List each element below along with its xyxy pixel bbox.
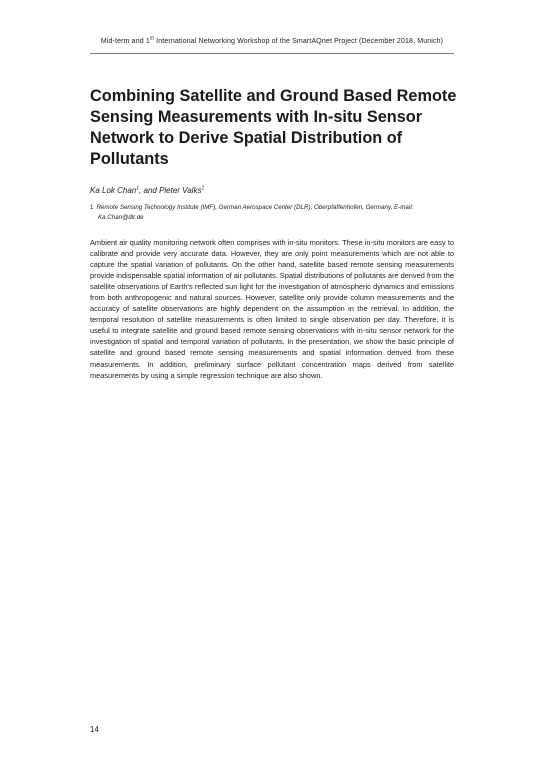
page-number: 14: [90, 725, 99, 734]
running-header-superscript: st: [149, 35, 155, 42]
author-affiliation-mark: 1: [201, 185, 205, 192]
running-header-text-start: Mid-term and 1: [100, 38, 150, 45]
author-list: [90, 186, 454, 195]
affiliation-number: 1: [90, 204, 94, 211]
paper-title: Combining Satellite and Ground Based Remote Sensing Measurements with In-situ Sensor Network to Derive Spatial Distribution of Pollutants: [90, 87, 457, 168]
abstract-paragraph: Ambient air quality monitoring network often comprises with in-situ monitors. These in-situ monitors are easy to calibrate and provide very accurate data. However, they are only point measurements which are not able to capture the spatial variation of pollutants. On the other hand, satellite based remote sensing measurements provide indispensable spatial information of air pollutants. Spatial distributions of pollutants are derived from the satellite observations of Earth's reflected sun light for the investigation of atmospheric dynamics and emissions from both anthropogenic and natural sources. However, satellite only provide column measurements and the accuracy of satellite observations are highly dependent on the assumption in the retrieval. In addition, the temporal resolution of satellite measurements is often limited to single observation per day. Therefore, it is useful to integrate satellite and ground based remote sensing observations with in-situ sensor network for the investigation of spatial and temporal variation of pollutants. In the presentation, we show the basic principle of satellite and ground based remote sensing measurements and spatial information derived from these measurements. In addition, preliminary surface pollutant concentration maps derived from satellite measurements by using a simple regression technique are also shown.: [90, 238, 454, 380]
affiliation: [90, 203, 454, 223]
author-separator: , and: [139, 186, 160, 195]
author-name: Pieter Valks: [159, 186, 202, 195]
affiliation-email: Ka.Chan@dlr.de: [98, 214, 144, 221]
running-header-text-end: International Networking Workshop of the SmartAQnet Project (December 2018, Munich): [154, 38, 444, 45]
running-header: [0, 35, 544, 45]
author-affiliation-mark: 1: [136, 185, 140, 192]
affiliation-text: Remote Sensing Technology Institute (IMF), German Aerospace Center (DLR), Oberpfaffenhofen, Germany, E-mail:: [96, 204, 414, 211]
header-rule: [90, 53, 454, 54]
author-name: Ka Lok Chan: [90, 186, 137, 195]
